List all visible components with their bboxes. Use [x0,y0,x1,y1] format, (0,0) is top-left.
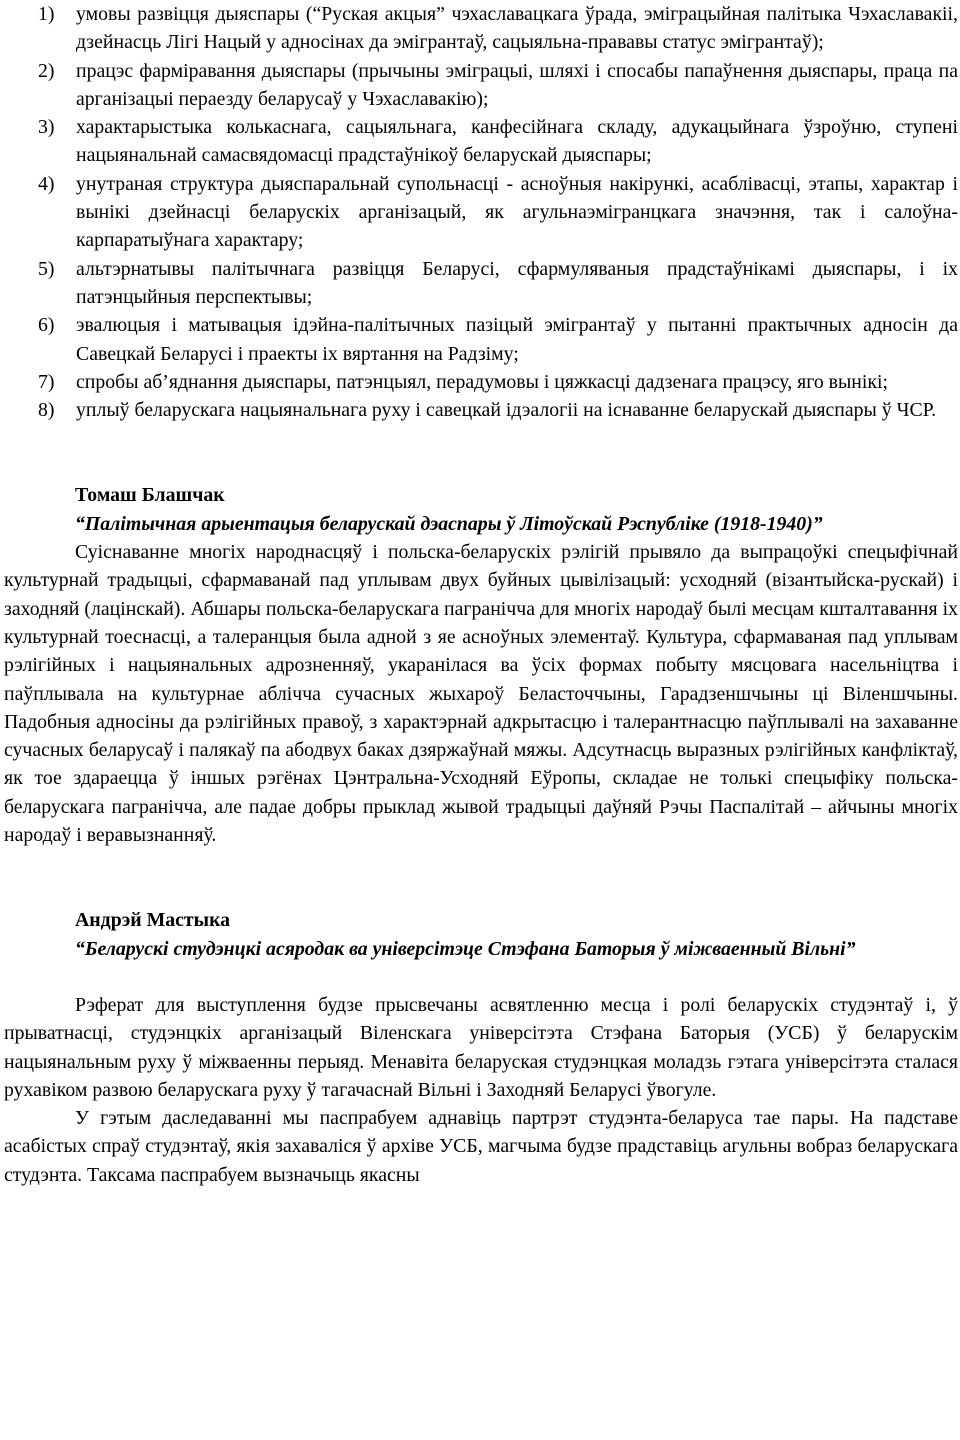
list-item-text: эвалюцыя і матывацыя ідэйна-палітычных пазіцый эмігрантаў у пытанні практычных адносін да Савецкай Беларусі і праекты іх вяртання на Радзіму; [76,314,958,365]
list-item-number: 1) [38,3,55,25]
list-item-text: уплыў беларускага нацыянальнага руху і савецкай ідэалогіі на існаванне беларускай дыяспары ў ЧСР. [76,399,937,422]
list-item [4,113,958,170]
list-item [4,0,958,57]
list-item-text: працэс фарміравання дыяспары (прычыны эміграцыі, шляхі і спосабы папаўнення дыяспары, праца па арганізацыі пераезду беларусаў у Чэхаславакію); [76,59,958,110]
list-item-number: 6) [38,314,55,337]
author-name: Андрэй Мастыка [75,909,231,932]
abstract-paragraph: Суіснаванне многіх народнасцяў і польска-беларускіх рэлігій прывяло да выпрацоўкі спецыфічнай культурнай традыцыі, сфармаванай пад уплывам двух буйных цывілізацый: усходняй (візантыйска-рускай) і заходняй (лацінскай). Абшары польска-беларускага пагранічча для многіх народаў былі месцам кшталтавання іх культурнай тоеснасці, а талеранцыя была адной з яе асноўных элементаў. Культура, сфармаваная пад уплывам рэлігійных і нацыянальных адрозненняў, укаранілася ва ўсіх формах побыту мясцовага насельніцтва і паўплывала на культурнае аблічча сучасных жыхароў Беласточчыны, Гарадзеншчыны ці Віленшчыны. Падобныя адносіны да рэлігійных правоў, з характэрнай адкрытасцю і талерантнасцю паўплывалі на захаванне сучасных беларусаў і палякаў па абодвух баках дзяржаўнай мяжы. Адсутнасць выразных рэлігійных канфліктаў, як тое здараецца ў іншых рэгёнах Цэнтральна-Усходняй Еўропы, складае не толькі спецыфіку польска-беларускага пагранічча, але падае добры прыклад жывой традыцыі даўняй Рэчы Паспалітай – айчыны многіх народаў і веравызнанняў. [4,541,958,847]
list-item [4,396,958,424]
spacer [4,849,958,906]
list-item-text: характарыстыка колькаснага, сацыяльнага, канфесійнага складу, адукацыйнага ўзроўню, ступені нацыянальнай самасвядомасці прадстаўнікоў беларускай дыяспары; [76,116,958,167]
list-item-text: спробы аб’яднання дыяспары, патэнцыял, перадумовы і цяжкасці дадзенага працэсу, яго вынікі; [76,370,888,393]
list-item [4,368,958,396]
author-name: Томаш Блашчак [75,484,225,507]
abstract-paragraph: Рэферат для выступлення будзе прысвечаны асвятленню месца і ролі беларускіх студэнтаў і, ў прыватнасці, студэнцкіх арганізацый Віленскага універсітэта Стэфана Баторыя (УСБ) ў беларускім нацыянальным руху ў міжваенны перыяд. Менавіта беларуская студэнцкая моладзь гэтага універсітэта сталася рухавіком развою беларускага руху ў тагачаснай Вільні і Заходняй Беларусі ўвогуле. [4,993,958,1101]
list-item-number: 8) [38,399,55,422]
topic-list [4,0,958,424]
abstract-title: “Беларускі студэнцкі асяродак ва універсітэце Стэфана Баторыя ў міжваенный Вільні” [75,937,856,960]
list-item [4,170,958,255]
spacer [4,424,958,481]
list-item-text: альтэрнатывы палітычнага развіцця Беларусі, сфармуляваныя прадстаўнікамі дыяспары, і іх патэнцыйныя перспектывы; [76,257,958,308]
list-item-number: 4) [38,172,55,195]
list-item-text: унутраная структура дыяспаральнай супольнасці - асноўныя накірункі, асаблівасці, этапы, характар і вынікі дзейнасці беларускіх арганізацый, як агульнаэмігранцкага значэння, так і салоўна-карпаратыўнага характару; [76,172,958,252]
spacer [4,963,958,991]
list-item-number: 2) [38,59,55,82]
list-item-text: умовы развіцця дыяспары (“Руская акцыя” чэхаславацкага ўрада, эміграцыйная палітыка Чэхаславакіі, дзейнасць Лігі Нацый у адносінах да эмігрантаў, сацыяльна-прававы статус эмігрантаў); [76,3,958,54]
abstract-paragraph: У гэтым даследаванні мы паспрабуем аднавіць партрэт студэнта-беларуса тае пары. На падставе асабістых спраў студэнтаў, якія захаваліся ў архіве УСБ, магчыма будзе прадставіць агульны вобраз беларускага студэнта. Таксама паспрабуем вызначыць якасны [4,1107,958,1186]
list-item-number: 7) [38,370,55,393]
list-item [4,57,958,114]
abstract-section-mastyka [4,906,958,1189]
list-item [4,311,958,368]
list-item [4,255,958,312]
list-item-number: 3) [38,116,55,139]
list-item-number: 5) [38,257,55,280]
abstract-section-blaszczak [4,481,958,849]
abstract-title: “Палітычная арыентацыя беларускай дэаспары ў Літоўскай Рэспубліке (1918-1940)” [75,512,823,535]
